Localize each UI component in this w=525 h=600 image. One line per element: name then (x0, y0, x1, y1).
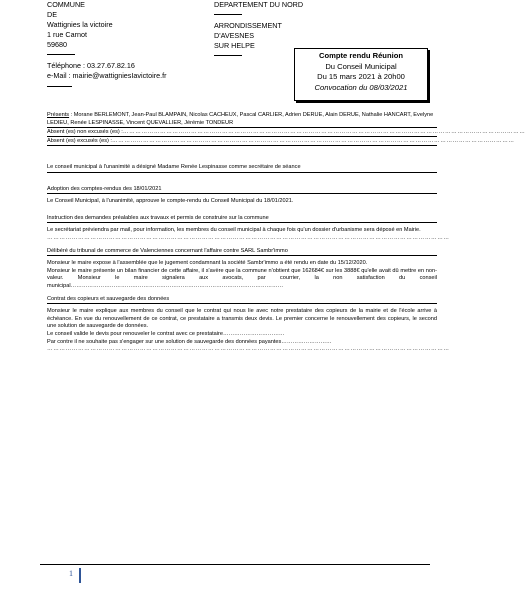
departement-header (214, 0, 303, 62)
absents-non-excuses-label: Absent (es) non excusés (es) : (47, 129, 123, 135)
commune-header (47, 0, 167, 90)
section-urbanisme (47, 215, 437, 224)
absents-non-excuses-row (47, 128, 525, 137)
compte-rendu-title: Compte rendu Réunion (319, 51, 403, 60)
minutes-body (47, 164, 450, 354)
departement-label: DEPARTEMENT DU NORD (214, 0, 304, 9)
commune-email: e-Mail : mairie@wattigniesIavictoire.fr (47, 71, 167, 80)
presents-label: Présents (47, 112, 70, 118)
absents-excuses-label: Absent (es) excusés (es) : (47, 138, 112, 144)
absents-excuses-dots: …………………………………………………………………………………………………………………………………………………………………………… (111, 138, 515, 144)
secretary-section (47, 164, 437, 173)
commune-name: Wattignies la victoire (47, 20, 113, 29)
section-text: Par contre il ne souhaite pas s'engager sur une solution de sauvegarde des données payantes……………………… (47, 338, 332, 345)
section-text: Monsieur le maire expose à l'assemblée que le jugement condamnant la société Sambr'immo a été rendu en date du 15/12/2020. (47, 260, 368, 267)
footer-divider (40, 564, 430, 565)
section-tribunal (47, 248, 437, 257)
arrondissement-label: ARRONDISSEMENT (214, 21, 282, 30)
page-number: 1 (69, 569, 73, 578)
compte-rendu-line1: Du Conseil Municipal (325, 61, 397, 71)
section-text: Le Conseil Municipal, à l'unanimité, approuve le compte-rendu du Conseil Municipal du 18/01/2021. (47, 198, 294, 205)
section-title: Contrat des copieurs et sauvegarde des données (47, 295, 170, 302)
section-copieurs (47, 296, 437, 305)
commune-telephone: Téléphone : 03.27.67.82.16 (47, 61, 135, 70)
presents-row (47, 111, 437, 128)
attendance-block (47, 111, 525, 146)
absents-non-excuses-dots: …………………………………………………………………………………………………………………………………………………………………………… (122, 129, 525, 135)
commune-postcode: 59680 (47, 40, 67, 49)
absents-excuses-row (47, 137, 515, 146)
section-text: Le conseil valide le devis pour renouveler le contrat avec ce prestataire…………………………… (47, 330, 285, 337)
header-divider (47, 81, 72, 87)
section-text: Monsieur le maire présente un bilan financier de cette affaire, il s'avère que la commune n'obtient que 162684€ sur les 3888€ qu'elle avait dû mettre en non-valeur. Monsieur le maire signalera aux avocats, par courrier, la non satisfaction du conseil municipal…………………………………………………………………………………………………… (47, 267, 437, 289)
section-text: Le secrétariat préviendra par mail, pour information, les membres du conseil municipal à chaque fois qu'un dossier d'urbanisme sera déposé en Mairie. (47, 227, 421, 234)
section-title: Adoption des comptes-rendus des 18/01/2021 (47, 185, 162, 192)
header-divider (214, 51, 242, 56)
helpe-label: SUR HELPE (214, 41, 255, 50)
dotted-line: …………………………………………………………………………………………………………………………………………………………………………… (47, 346, 450, 353)
header-divider (47, 50, 75, 55)
commune-address: 1 rue Carnot (47, 30, 87, 39)
secretary-text: Le conseil municipal à l'unanimité a désigné Madame Renée Lespinasse comme secrétaire de séance (47, 164, 301, 170)
section-title: Instruction des demandes préalables aux travaux et permis de construire sur la commune (47, 214, 269, 221)
commune-label: COMMUNE (47, 0, 85, 9)
presents-text: : Morane BERLEMONT, Jean-Paul BLAMPAIN, Nicolas CACHEUX, Pascal CARLIER, Adrien DERUE, Alain DERUE, Nathalie HANCART, Evelyne LEDIEU, Renée LESPINASSE, Vincent QUEVALLIER, Jérémie TONDEUR (47, 112, 434, 126)
compte-rendu-convocation: Convocation du 08/03/2021 (314, 82, 408, 92)
dotted-line: …………………………………………………………………………………………………………………………………………………………………………… (47, 234, 450, 241)
section-title: Délibéré du tribunal de commerce de Valenciennes concernant l'affaire contre SARL Sambr'immo (47, 247, 288, 254)
section-adoption (47, 186, 437, 195)
header-divider (214, 10, 242, 15)
avesnes-label: D'AVESNES (214, 31, 254, 40)
commune-de: DE (47, 10, 57, 19)
page-number-bar (79, 568, 81, 583)
section-text: Monsieur le maire explique aux membres du conseil que le contrat qui nous lie avec notre prestataire des copieurs de la mairie et de l'école arrive à échéance. En vue du renouvellement de ce contrat, ce prestataire a transmis deux devis. Le premier concerne le renouvellement des copieurs, le second une solution de sauvegarde de données. (47, 308, 437, 330)
compte-rendu-line2: Du 15 mars 2021 à 20h00 (317, 72, 405, 81)
compte-rendu-box (294, 48, 428, 101)
